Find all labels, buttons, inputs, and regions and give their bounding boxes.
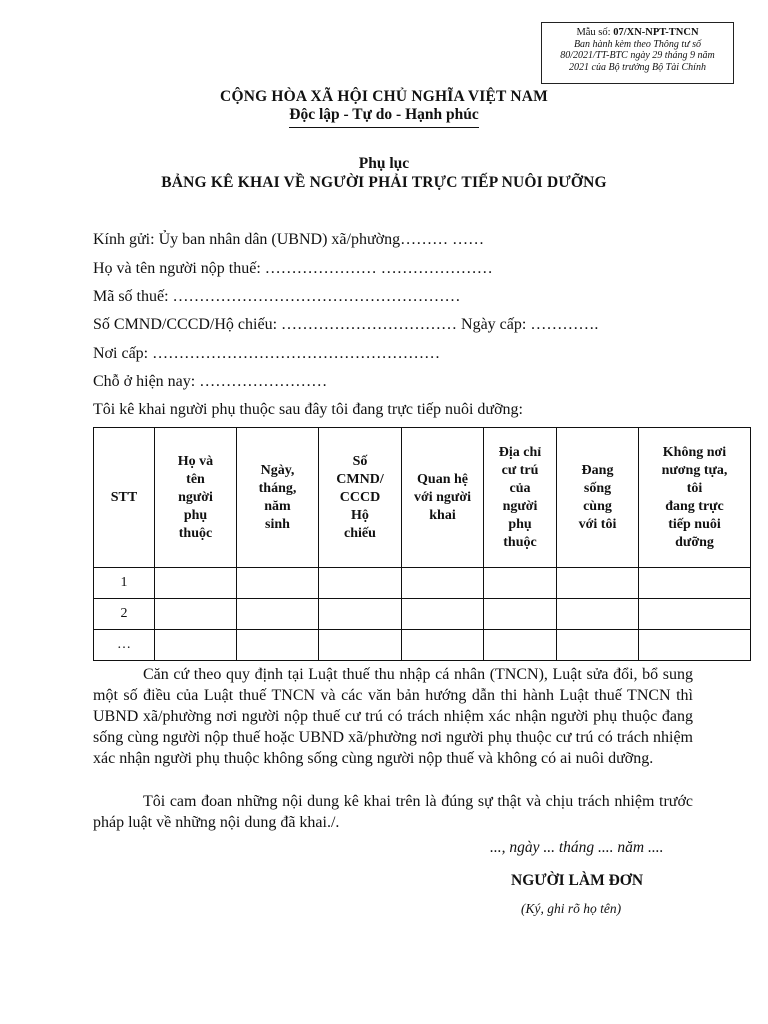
table-cell[interactable] [402, 599, 484, 630]
table-cell[interactable] [155, 599, 237, 630]
header-living-with: Đang sống cùng với tôi [557, 428, 639, 568]
form-code [546, 27, 729, 39]
form-code-label: Mẫu số: [576, 27, 614, 38]
table-cell[interactable] [639, 630, 751, 661]
table-cell[interactable] [557, 599, 639, 630]
nation-heading: CỘNG HÒA XÃ HỘI CHỦ NGHĨA VIỆT NAM [220, 88, 548, 105]
document-title: BẢNG KÊ KHAI VỀ NGƯỜI PHẢI TRỰC TIẾP NUÔI DƯỠNG [161, 174, 607, 191]
table-cell[interactable] [319, 630, 402, 661]
commitment-paragraph: Tôi cam đoan những nội dung kê khai trên là đúng sự thật và chịu trách nhiệm trước pháp luật về những nội dung đã khai./. [93, 793, 693, 831]
form-note-line-3: 2021 của Bộ trưởng Bộ Tài Chính [569, 61, 706, 73]
table-cell[interactable] [484, 599, 557, 630]
table-cell[interactable] [484, 630, 557, 661]
header-relationship: Quan hệ với người khai [402, 428, 484, 568]
table-cell-stt: 2 [94, 599, 155, 630]
table-cell[interactable] [237, 599, 319, 630]
table-header-row [94, 428, 751, 568]
date-line[interactable]: ..., ngày ... tháng .... năm .... [490, 839, 664, 856]
form-note-line-1: Ban hành kèm theo Thông tư số [573, 38, 702, 50]
form-code-box [541, 22, 734, 84]
table-cell[interactable] [402, 568, 484, 599]
table-row [94, 599, 751, 630]
legal-basis-paragraph: Căn cứ theo quy định tại Luật thuế thu nhập cá nhân (TNCN), Luật sửa đổi, bổ sung một số điều của Luật thuế TNCN và các văn bản hướng dẫn thi hành Luật thuế TNCN thì UBND xã/phường nơi người nộp thuế cư trú có trách nhiệm xác nhận người phụ thuộc đang sống cùng người nộp thuế hoặc UBND xã/phường nơi người phụ thuộc cư trú có trách nhiệm xác nhận người phụ thuộc không sống cùng người nộp thuế và không có ai nuôi dưỡng. [93, 666, 693, 767]
table-cell[interactable] [319, 568, 402, 599]
table-cell-stt: 1 [94, 568, 155, 599]
header-stt: STT [94, 428, 155, 568]
tax-code-field[interactable]: Mã số thuế: ……………………………………………… [93, 288, 461, 305]
table-row [94, 630, 751, 661]
declaration-text: Tôi kê khai người phụ thuộc sau đây tôi đang trực tiếp nuôi dưỡng: [93, 401, 523, 418]
motto-wrapper [0, 106, 768, 128]
table-cell[interactable] [557, 630, 639, 661]
table-row [94, 568, 751, 599]
table-cell[interactable] [155, 630, 237, 661]
table-cell[interactable] [237, 568, 319, 599]
table-cell[interactable] [639, 599, 751, 630]
table-cell[interactable] [639, 568, 751, 599]
table-cell[interactable] [484, 568, 557, 599]
motto: Độc lập - Tự do - Hạnh phúc [289, 106, 478, 128]
signature-note: (Ký, ghi rõ họ tên) [521, 901, 622, 916]
signer-title: NGƯỜI LÀM ĐƠN [511, 872, 644, 889]
dependents-table [93, 427, 751, 661]
header-address: Địa chỉ cư trú của người phụ thuộc [484, 428, 557, 568]
header-dependent-name: Họ và tên người phụ thuộc [155, 428, 237, 568]
id-number-field[interactable]: Số CMND/CCCD/Hộ chiếu: …………………………… Ngày cấp: …………. [93, 316, 599, 333]
header-birth-date: Ngày, tháng, năm sinh [237, 428, 319, 568]
form-code-value: 07/XN-NPT-TNCN [613, 27, 699, 38]
table-cell[interactable] [319, 599, 402, 630]
table-cell[interactable] [557, 568, 639, 599]
header-id-number: Số CMND/ CCCD Hộ chiếu [319, 428, 402, 568]
table-cell[interactable] [402, 630, 484, 661]
table-cell[interactable] [155, 568, 237, 599]
form-note-line-2: 80/2021/TT-BTC ngày 29 tháng 9 năm [560, 50, 715, 61]
appendix-label: Phụ lục [358, 155, 410, 172]
table-cell-stt: … [94, 630, 155, 661]
table-cell[interactable] [237, 630, 319, 661]
taxpayer-name-field[interactable]: Họ và tên người nộp thuế: ………………… ………………… [93, 260, 493, 277]
header-no-support: Không nơi nương tựa, tôi đang trực tiếp nuôi dưỡng [639, 428, 751, 568]
residence-field[interactable]: Chỗ ở hiện nay: …………………… [93, 373, 328, 390]
issue-place-field[interactable]: Nơi cấp: ……………………………………………… [93, 345, 441, 362]
addressee-field[interactable]: Kính gửi: Ủy ban nhân dân (UBND) xã/phường……… …… [93, 231, 485, 248]
